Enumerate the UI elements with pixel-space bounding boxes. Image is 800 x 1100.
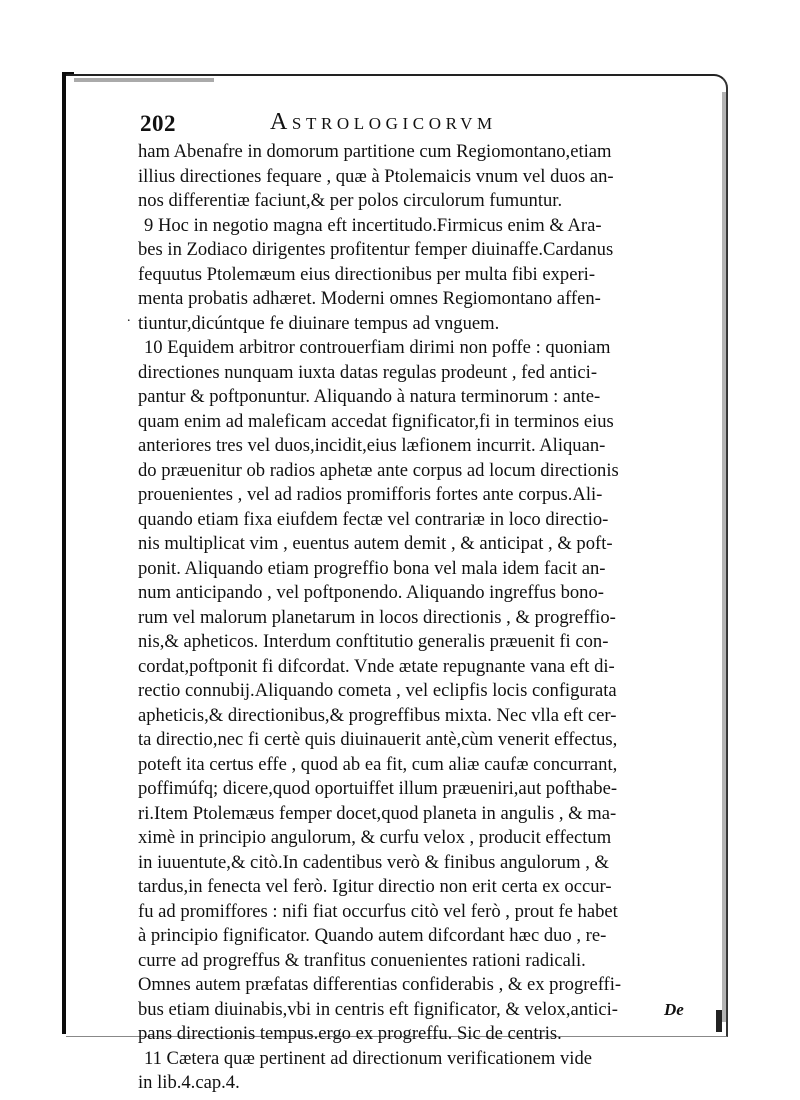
text-line: rectio connubij.Aliquando cometa , vel eclipfis locis configurata <box>138 680 617 701</box>
text-line: ximè in principio angulorum, & curfu velox , producit effectum <box>138 827 612 848</box>
text-line: illius directiones fequare , quæ à Ptolemaicis vnum vel duos an- <box>138 165 614 187</box>
page-number: 202 <box>140 111 176 136</box>
text-line: apheticis,& directionibus,& progreffibus mixta. Nec vlla eft cer- <box>138 704 617 726</box>
text-line: bes in Zodiaco dirigentes profitentur femper diuinaffe.Cardanus <box>138 239 614 260</box>
text-line: num anticipando , vel poftponendo. Aliquando ingreffus bono- <box>138 582 604 603</box>
text-line: à principio fignificator. Quando autem difcordant hæc duo , re- <box>138 925 607 946</box>
page-right-shadow <box>722 92 727 1022</box>
text-line: ta directio,nec fi certè quis diuinauerit antè,cùm venerit effectus, <box>138 729 618 750</box>
text-line: pans directionis tempus.ergo ex progreffu. Sic de centris. <box>138 1023 562 1044</box>
text-line: nos differentiæ faciunt,& per polos circulorum fumuntur. <box>138 190 563 211</box>
text-line: do præuenitur ob radios aphetæ ante corpus ad locum directionis <box>138 459 619 481</box>
text-line: 10 Equidem arbitror controuerfiam dirimi non poffe : quoniam <box>144 337 611 358</box>
text-line: directiones nunquam iuxta datas regulas prodeunt , fed antici- <box>138 361 598 383</box>
text-line: pantur & poftponuntur. Aliquando à natura terminorum : ante- <box>138 386 601 407</box>
text-line: fu ad promiffores : nifi fiat occurfus citò vel ferò , prout fe habet <box>138 900 618 922</box>
text-line: in iuuentute,& citò.In cadentibus verò & finibus angulorum , & <box>138 851 609 873</box>
text-line: tiuntur,dicúntque fe diuinare tempus ad vnguem. <box>138 312 500 334</box>
text-line: Omnes autem præfatas differentias confiderabis , & ex progreffi- <box>138 974 622 995</box>
text-line: tardus,in fenecta vel ferò. Igitur directio non erit certa ex occur- <box>138 876 612 897</box>
text-line: 11 Cætera quæ pertinent ad directionum verificationem vide <box>144 1047 593 1069</box>
text-line: bus etiam diuinabis,vbi in centris eft fignificator, & velox,antici- <box>138 998 618 1020</box>
body-text <box>138 140 698 1096</box>
text-line: anteriores tres vel duos,incidit,eius læfionem incurrit. Aliquan- <box>138 435 606 456</box>
running-title: Astrologicorvm <box>270 109 497 135</box>
text-line: in lib.4.cap.4. <box>138 1072 240 1093</box>
text-line: poffimúfq; dicere,quod oportuiffet illum præueniri,aut pofthabe- <box>138 778 618 799</box>
text-line: cordat,poftponit fi difcordat. Vnde ætate repugnante vana eft di- <box>138 655 615 677</box>
text-line: quando etiam fixa eiufdem fectæ vel contrariæ in loco directio- <box>138 508 609 530</box>
text-line: ponit. Aliquando etiam progreffio bona vel mala idem facit an- <box>138 557 606 579</box>
text-line: fequutus Ptolemæum eius directionibus per multa fibi experi- <box>138 263 596 285</box>
text-line: menta probatis adhæret. Moderni omnes Regiomontano affen- <box>138 288 601 309</box>
catchword: De <box>664 1000 684 1019</box>
text-line: poteft ita certus effe , quod ab ea fit, cum aliæ caufæ concurrant, <box>138 753 618 775</box>
text-line: prouenientes , vel ad radios promifforis fortes ante corpus.Ali- <box>138 484 603 505</box>
text-line: ham Abenafre in domorum partitione cum Regiomontano,etiam <box>138 141 612 162</box>
text-line: nis,& apheticos. Interdum conftitutio generalis præuenit fi con- <box>138 631 609 652</box>
text-line: rum vel malorum planetarum in locos directionis , & progreffio- <box>138 606 616 628</box>
page-top-shadow <box>74 78 214 82</box>
page-corner-mark <box>716 1010 722 1032</box>
text-line: nis multiplicat vim , euentus autem demit , & anticipat , & poft- <box>138 533 613 554</box>
text-line: ri.Item Ptolemæus femper docet,quod planeta in angulis , & ma- <box>138 802 617 824</box>
text-line: 9 Hoc in negotio magna eft incertitudo.Firmicus enim & Ara- <box>144 214 602 236</box>
margin-mark: . <box>127 310 131 325</box>
page-header <box>130 109 700 139</box>
text-line: curre ad progreffus & tranfitus conuenientes rationi radicali. <box>138 949 586 971</box>
text-line: quam enim ad maleficam accedat fignificator,fi in terminos eius <box>138 410 614 432</box>
